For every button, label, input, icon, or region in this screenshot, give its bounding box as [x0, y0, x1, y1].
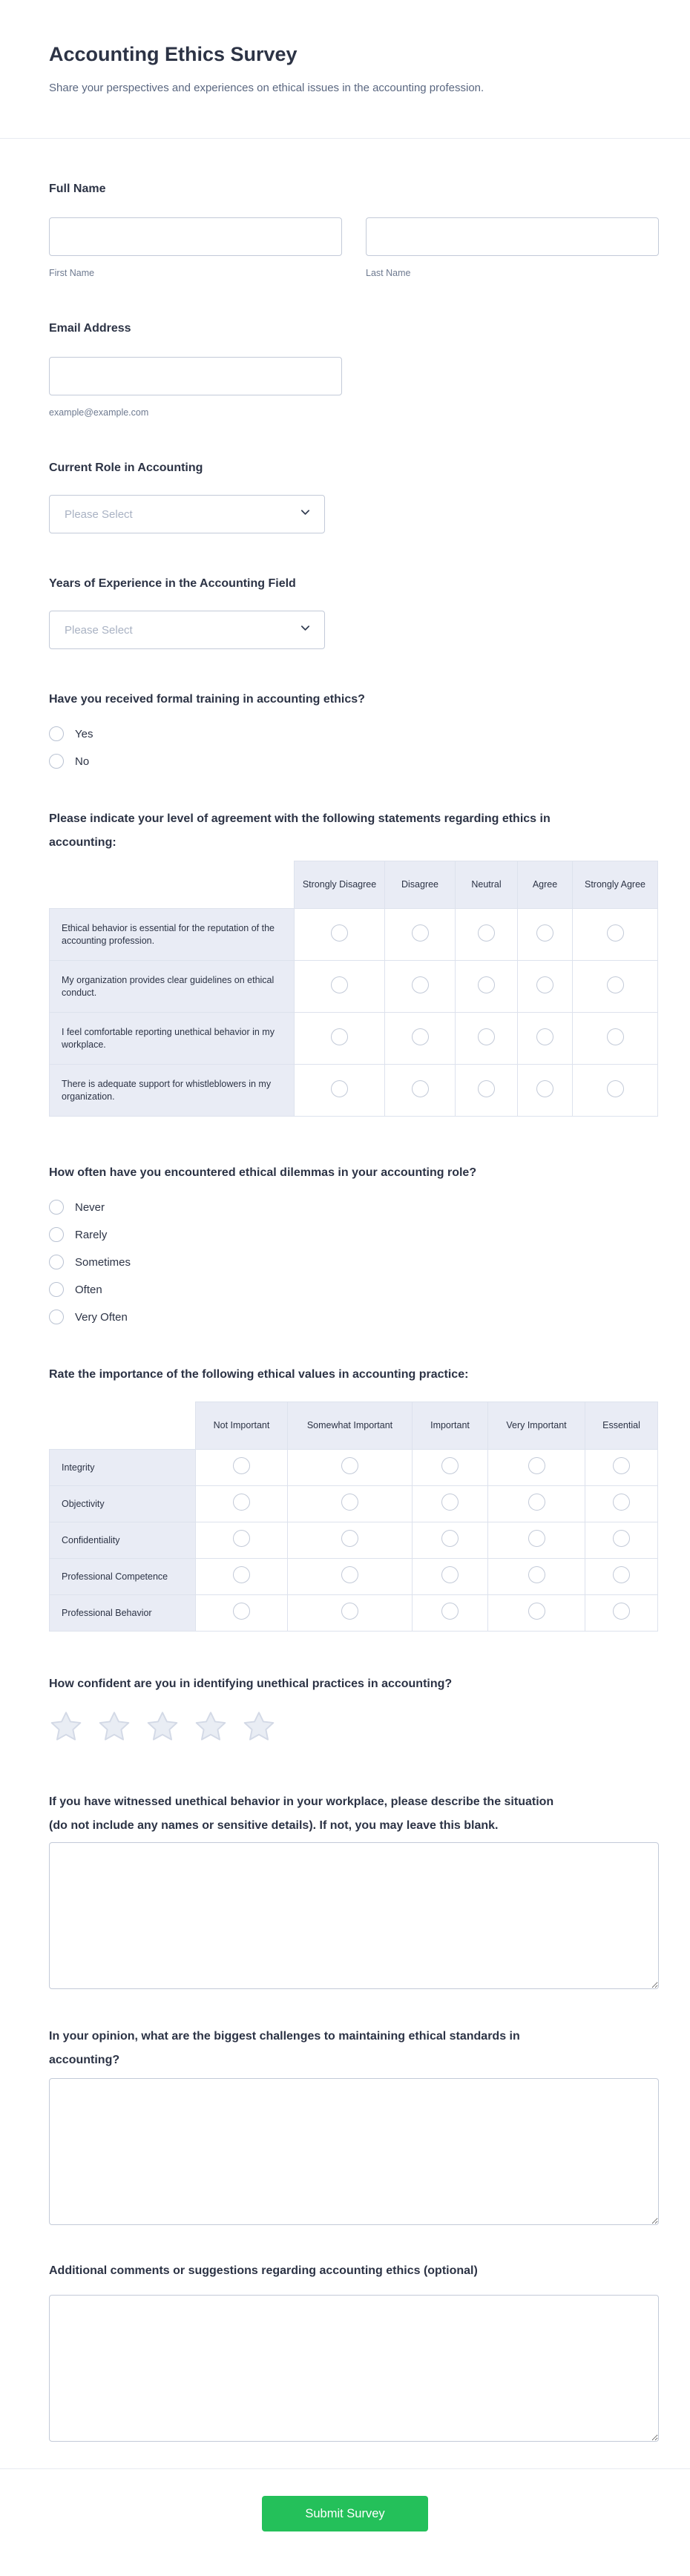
question-email [49, 317, 659, 418]
matrix-column-header: Strongly Disagree [295, 861, 385, 909]
matrix-radio-button[interactable] [412, 924, 429, 942]
agreement-matrix-table [49, 861, 658, 1117]
matrix-cell[interactable] [585, 1450, 658, 1486]
matrix-corner-cell [50, 861, 295, 909]
dilemma-frequency-label: How often have you encountered ethical dilemmas in your accounting role? [49, 1166, 477, 1179]
question-formal-training [49, 688, 659, 769]
matrix-radio-button[interactable] [478, 976, 495, 993]
matrix-row [50, 1559, 658, 1595]
star-icon[interactable] [97, 1709, 131, 1747]
radio-button[interactable] [49, 754, 64, 769]
matrix-cell[interactable] [288, 1595, 413, 1632]
radio-option-label: Rarely [75, 1228, 108, 1241]
question-experience [49, 572, 659, 649]
radio-option-sometimes[interactable] [49, 1255, 659, 1269]
matrix-cell[interactable] [488, 1450, 585, 1486]
email-input[interactable] [49, 357, 342, 395]
matrix-cell[interactable] [488, 1595, 585, 1632]
formal-training-options [49, 726, 659, 769]
question-agreement-matrix [49, 807, 659, 1117]
matrix-radio-button[interactable] [441, 1457, 459, 1474]
matrix-cell[interactable] [385, 1013, 456, 1065]
experience-label: Years of Experience in the Accounting Field [49, 577, 296, 590]
radio-option-very-often[interactable] [49, 1310, 659, 1324]
form-subtitle: Share your perspectives and experiences on ethical issues in the accounting profession. [49, 82, 484, 94]
radio-button[interactable] [49, 1282, 64, 1297]
matrix-cell[interactable] [488, 1522, 585, 1559]
radio-button[interactable] [49, 1200, 64, 1215]
witnessed-label: If you have witnessed unethical behavior in your workplace, please describe the situation (do not include any names or sensitive details). If not, you may leave this blank. [49, 1795, 554, 1832]
matrix-cell[interactable] [585, 1559, 658, 1595]
radio-option-never[interactable] [49, 1200, 659, 1215]
matrix-row-label: Ethical behavior is essential for the reputation of the accounting profession. [50, 909, 295, 961]
matrix-radio-button[interactable] [441, 1603, 459, 1620]
radio-option-label: Often [75, 1283, 102, 1296]
dilemma-frequency-options [49, 1200, 659, 1324]
importance-matrix-label: Rate the importance of the following ethical values in accounting practice: [49, 1368, 469, 1381]
matrix-radio-button[interactable] [331, 976, 348, 993]
matrix-corner-cell [50, 1402, 196, 1450]
matrix-radio-button[interactable] [613, 1457, 630, 1474]
radio-option-rarely[interactable] [49, 1227, 659, 1242]
radio-option-label: Yes [75, 727, 93, 740]
matrix-column-header: Neutral [456, 861, 518, 909]
matrix-radio-button[interactable] [478, 924, 495, 942]
matrix-row-label: There is adequate support for whistleblowers in my organization. [50, 1065, 295, 1117]
experience-selected-value: Please Select [65, 623, 133, 637]
matrix-cell[interactable] [196, 1486, 288, 1522]
radio-option-often[interactable] [49, 1282, 659, 1297]
email-hint: example@example.com [49, 407, 149, 418]
current-role-select[interactable] [49, 495, 325, 533]
form-body [0, 177, 690, 2442]
question-importance-matrix [49, 1363, 659, 1632]
matrix-radio-button[interactable] [441, 1530, 459, 1547]
agreement-matrix-label: Please indicate your level of agreement with the following statements regarding ethics in accounting: [49, 812, 551, 849]
challenges-textarea[interactable] [49, 2078, 659, 2225]
matrix-radio-button[interactable] [536, 924, 553, 942]
last-name-group [366, 217, 659, 278]
matrix-radio-button[interactable] [607, 1028, 624, 1045]
matrix-row [50, 1450, 658, 1486]
radio-option-yes[interactable] [49, 726, 659, 741]
full-name-label: Full Name [49, 183, 106, 195]
matrix-radio-button[interactable] [613, 1530, 630, 1547]
matrix-cell[interactable] [456, 1065, 518, 1117]
matrix-row-label: My organization provides clear guidelines on ethical conduct. [50, 961, 295, 1013]
radio-button[interactable] [49, 1255, 64, 1269]
matrix-cell[interactable] [288, 1486, 413, 1522]
matrix-cell[interactable] [295, 1013, 385, 1065]
matrix-row [50, 1595, 658, 1632]
matrix-cell[interactable] [196, 1559, 288, 1595]
matrix-cell[interactable] [288, 1450, 413, 1486]
experience-select[interactable] [49, 611, 325, 649]
importance-matrix-table [49, 1402, 658, 1632]
matrix-cell[interactable] [518, 961, 573, 1013]
matrix-radio-button[interactable] [341, 1566, 358, 1583]
chevron-down-icon [300, 622, 311, 637]
confidence-rating-label: How confident are you in identifying unethical practices in accounting? [49, 1678, 453, 1690]
matrix-cell[interactable] [295, 909, 385, 961]
star-icon[interactable] [242, 1709, 276, 1747]
page-title: Accounting Ethics Survey [49, 43, 298, 65]
matrix-cell[interactable] [295, 961, 385, 1013]
matrix-radio-button[interactable] [536, 976, 553, 993]
radio-option-label: No [75, 755, 90, 768]
matrix-radio-button[interactable] [613, 1566, 630, 1583]
matrix-radio-button[interactable] [441, 1494, 459, 1511]
matrix-cell[interactable] [295, 1065, 385, 1117]
matrix-row-label: Objectivity [50, 1486, 196, 1522]
matrix-cell[interactable] [573, 909, 658, 961]
chevron-down-icon [300, 507, 311, 522]
matrix-cell[interactable] [413, 1450, 488, 1486]
last-name-sublabel: Last Name [366, 268, 411, 278]
matrix-radio-button[interactable] [441, 1566, 459, 1583]
matrix-cell[interactable] [518, 1013, 573, 1065]
matrix-cell[interactable] [385, 1065, 456, 1117]
formal-training-label: Have you received formal training in accounting ethics? [49, 693, 365, 706]
matrix-row [50, 1522, 658, 1559]
star-icon[interactable] [49, 1709, 83, 1747]
star-icon[interactable] [145, 1709, 180, 1747]
question-current-role [49, 456, 659, 533]
question-full-name [49, 177, 659, 278]
form-footer [0, 2469, 690, 2576]
matrix-row-label: Professional Competence [50, 1559, 196, 1595]
radio-button[interactable] [49, 1227, 64, 1242]
matrix-column-header: Somewhat Important [288, 1402, 413, 1450]
matrix-radio-button[interactable] [478, 1028, 495, 1045]
matrix-column-header: Not Important [196, 1402, 288, 1450]
radio-option-label: Sometimes [75, 1255, 131, 1269]
matrix-radio-button[interactable] [528, 1566, 545, 1583]
matrix-row [50, 1013, 658, 1065]
matrix-cell[interactable] [413, 1522, 488, 1559]
matrix-radio-button[interactable] [233, 1494, 250, 1511]
matrix-radio-button[interactable] [341, 1457, 358, 1474]
matrix-cell[interactable] [573, 1065, 658, 1117]
matrix-row [50, 961, 658, 1013]
matrix-radio-button[interactable] [528, 1457, 545, 1474]
matrix-radio-button[interactable] [233, 1530, 250, 1547]
name-fields-row [49, 217, 659, 278]
matrix-cell[interactable] [518, 909, 573, 961]
matrix-column-header: Strongly Agree [573, 861, 658, 909]
matrix-radio-button[interactable] [233, 1457, 250, 1474]
matrix-radio-button[interactable] [331, 1028, 348, 1045]
comments-label: Additional comments or suggestions regarding accounting ethics (optional) [49, 2264, 478, 2277]
matrix-cell[interactable] [196, 1522, 288, 1559]
radio-option-label: Very Often [75, 1310, 128, 1324]
matrix-row-label: Integrity [50, 1450, 196, 1486]
matrix-cell[interactable] [413, 1486, 488, 1522]
matrix-radio-button[interactable] [412, 1080, 429, 1097]
matrix-column-header: Very Important [488, 1402, 585, 1450]
question-confidence-rating [49, 1672, 659, 1747]
matrix-column-header: Essential [585, 1402, 658, 1450]
matrix-row [50, 1486, 658, 1522]
matrix-radio-button[interactable] [528, 1530, 545, 1547]
radio-button[interactable] [49, 1310, 64, 1324]
matrix-cell[interactable] [573, 961, 658, 1013]
matrix-cell[interactable] [385, 961, 456, 1013]
question-dilemma-frequency [49, 1161, 659, 1324]
matrix-column-header: Disagree [385, 861, 456, 909]
matrix-radio-button[interactable] [341, 1603, 358, 1620]
current-role-label: Current Role in Accounting [49, 461, 203, 474]
matrix-cell[interactable] [196, 1595, 288, 1632]
matrix-cell[interactable] [196, 1450, 288, 1486]
matrix-row [50, 909, 658, 961]
matrix-cell[interactable] [456, 961, 518, 1013]
first-name-group [49, 217, 342, 278]
matrix-radio-button[interactable] [341, 1530, 358, 1547]
matrix-cell[interactable] [413, 1595, 488, 1632]
challenges-label: In your opinion, what are the biggest challenges to maintaining ethical standards in accounting? [49, 2030, 520, 2066]
first-name-input[interactable] [49, 217, 342, 256]
submit-button[interactable]: Submit Survey [262, 2496, 428, 2531]
matrix-cell[interactable] [585, 1486, 658, 1522]
last-name-input[interactable] [366, 217, 659, 256]
radio-option-no[interactable] [49, 754, 659, 769]
matrix-cell[interactable] [456, 909, 518, 961]
matrix-radio-button[interactable] [607, 1080, 624, 1097]
matrix-radio-button[interactable] [528, 1603, 545, 1620]
first-name-sublabel: First Name [49, 268, 95, 278]
star-icon[interactable] [194, 1709, 228, 1747]
matrix-cell[interactable] [518, 1065, 573, 1117]
matrix-cell[interactable] [585, 1522, 658, 1559]
matrix-column-header: Agree [518, 861, 573, 909]
matrix-radio-button[interactable] [233, 1566, 250, 1583]
question-challenges [49, 2025, 659, 2225]
email-label: Email Address [49, 322, 131, 335]
current-role-selected-value: Please Select [65, 507, 133, 521]
matrix-radio-button[interactable] [607, 924, 624, 942]
matrix-radio-button[interactable] [233, 1603, 250, 1620]
matrix-radio-button[interactable] [341, 1494, 358, 1511]
radio-option-label: Never [75, 1200, 105, 1214]
matrix-cell[interactable] [413, 1559, 488, 1595]
form-header [0, 41, 690, 99]
header-divider [0, 138, 690, 139]
question-comments [49, 2259, 659, 2442]
matrix-radio-button[interactable] [536, 1080, 553, 1097]
matrix-radio-button[interactable] [412, 1028, 429, 1045]
matrix-row [50, 1065, 658, 1117]
witnessed-textarea[interactable] [49, 1842, 659, 1989]
matrix-row-label: I feel comfortable reporting unethical behavior in my workplace. [50, 1013, 295, 1065]
question-witnessed [49, 1790, 659, 1989]
matrix-row-label: Confidentiality [50, 1522, 196, 1559]
matrix-radio-button[interactable] [536, 1028, 553, 1045]
matrix-column-header: Important [413, 1402, 488, 1450]
matrix-radio-button[interactable] [412, 976, 429, 993]
comments-textarea[interactable] [49, 2295, 659, 2442]
matrix-cell[interactable] [385, 909, 456, 961]
star-rating[interactable] [49, 1709, 659, 1747]
matrix-radio-button[interactable] [528, 1494, 545, 1511]
matrix-cell[interactable] [456, 1013, 518, 1065]
matrix-radio-button[interactable] [478, 1080, 495, 1097]
matrix-cell[interactable] [288, 1522, 413, 1559]
matrix-radio-button[interactable] [331, 1080, 348, 1097]
matrix-cell[interactable] [488, 1559, 585, 1595]
radio-button[interactable] [49, 726, 64, 741]
matrix-cell[interactable] [488, 1486, 585, 1522]
matrix-radio-button[interactable] [613, 1494, 630, 1511]
matrix-cell[interactable] [585, 1595, 658, 1632]
matrix-radio-button[interactable] [613, 1603, 630, 1620]
matrix-row-label: Professional Behavior [50, 1595, 196, 1632]
matrix-radio-button[interactable] [607, 976, 624, 993]
matrix-radio-button[interactable] [331, 924, 348, 942]
matrix-cell[interactable] [288, 1559, 413, 1595]
matrix-cell[interactable] [573, 1013, 658, 1065]
